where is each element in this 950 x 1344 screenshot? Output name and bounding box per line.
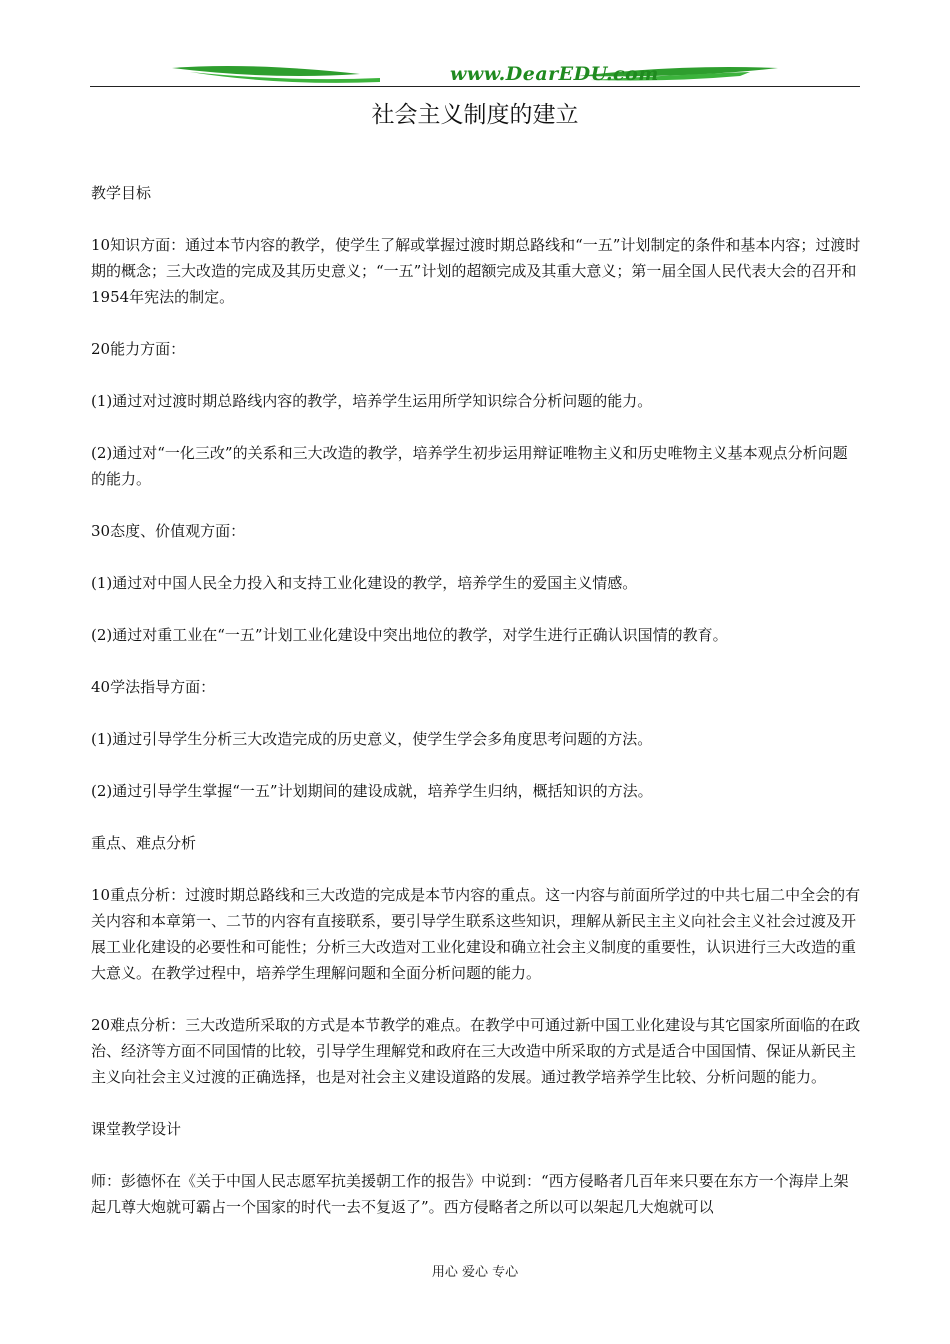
paragraph: (1)通过引导学生分析三大改造完成的历史意义，使学生学会多角度思考问题的方法。 <box>91 730 653 748</box>
paragraph: (2)通过对“一化三改”的关系和三大改造的教学，培养学生初步运用辩证唯物主义和历史唯物主义基本观点分析问题的能力。 <box>91 444 848 488</box>
paragraph: 30态度、价值观方面： <box>91 522 246 540</box>
paragraph: 20能力方面： <box>91 340 186 358</box>
paragraph: 20难点分析：三大改造所采取的方式是本节教学的难点。在教学中可通过新中国工业化建设与其它国家所面临的在政治、经济等方面不同国情的比较，引导学生理解党和政府在三大改造中所采取的方式是适合中国国情、保证从新民主主义向社会主义过渡的正确选择，也是对社会主义建设道路的发展。通过教学培养学生比较、分析问题的能力。 <box>91 1016 861 1086</box>
section-heading: 重点、难点分析 <box>91 834 197 852</box>
paragraph: 师：彭德怀在《关于中国人民志愿军抗美援朝工作的报告》中说到：“西方侵略者几百年来只要在东方一个海岸上架起几尊大炮就可霸占一个国家的时代一去不复返了”。西方侵略者之所以可以架起几大炮就可以 <box>91 1172 849 1216</box>
paragraph: 10知识方面：通过本节内容的教学，使学生了解或掌握过渡时期总路线和“一五”计划制定的条件和基本内容；过渡时期的概念；三大改造的完成及其历史意义；“一五”计划的超额完成及其重大意义；第一届全国人民代表大会的召开和1954年宪法的制定。 <box>91 236 861 306</box>
document-title: 社会主义制度的建立 <box>371 102 579 128</box>
section-heading: 课堂教学设计 <box>91 1120 182 1138</box>
document-body <box>91 180 861 1246</box>
paragraph: 40学法指导方面： <box>91 678 216 696</box>
section-heading: 教学目标 <box>91 184 152 202</box>
paragraph: (1)通过对中国人民全力投入和支持工业化建设的教学，培养学生的爱国主义情感。 <box>91 574 638 592</box>
paragraph: 10重点分析：过渡时期总路线和三大改造的完成是本节内容的重点。这一内容与前面所学过的中共七届二中全会的有关内容和本章第一、二节的内容有直接联系，要引导学生联系这些知识，理解从新民主主义向社会主义社会过渡及开展工业化建设的必要性和可能性；分析三大改造对工业化建设和确立社会主义制度的重要性，认识进行三大改造的重大意义。在教学过程中，培养学生理解问题和全面分析问题的能力。 <box>91 886 861 982</box>
paragraph: (1)通过对过渡时期总路线内容的教学，培养学生运用所学知识综合分析问题的能力。 <box>91 392 653 410</box>
header-divider <box>90 86 860 87</box>
paragraph: (2)通过引导学生掌握“一五”计划期间的建设成就，培养学生归纳，概括知识的方法。 <box>91 782 653 800</box>
paragraph: (2)通过对重工业在“一五”计划工业化建设中突出地位的教学，对学生进行正确认识国情的教育。 <box>91 626 728 644</box>
page-footer: 用心 爱心 专心 <box>431 1265 519 1280</box>
site-logo-text: www.DearEDU.com <box>450 63 659 85</box>
